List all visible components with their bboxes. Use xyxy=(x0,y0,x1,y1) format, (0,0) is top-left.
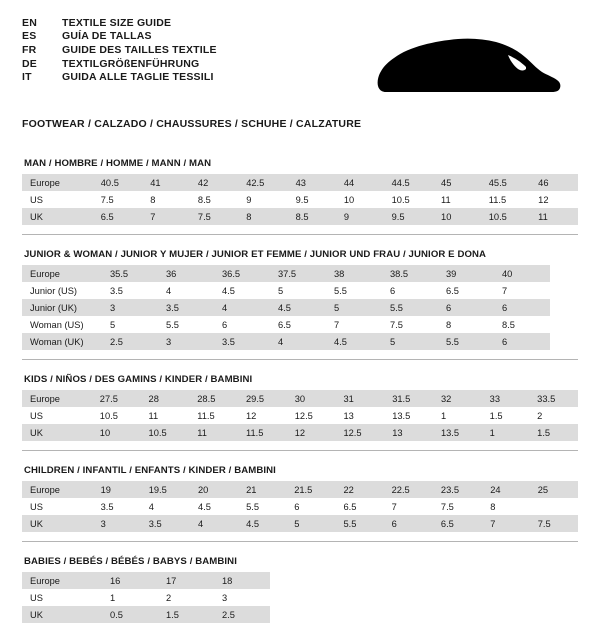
size-cell: 4 xyxy=(214,299,270,316)
size-cell: 7.5 xyxy=(530,515,578,532)
size-cell: 4 xyxy=(148,501,154,512)
size-cell: 4 xyxy=(166,285,172,296)
language-code: DE xyxy=(22,57,37,70)
language-code: ES xyxy=(22,30,37,43)
row-label: US xyxy=(30,501,43,512)
size-cell: 11 xyxy=(441,194,451,205)
table-row xyxy=(22,481,578,498)
size-cell: 5.5 xyxy=(334,285,347,296)
size-cell: 8 xyxy=(490,501,496,512)
size-cell: 8.5 xyxy=(197,194,211,205)
table-row xyxy=(22,191,578,208)
table-row xyxy=(22,333,550,350)
size-cell: 1 xyxy=(110,592,116,603)
size-cell: 36 xyxy=(158,265,214,282)
size-cell: 5 xyxy=(278,285,284,296)
language-row xyxy=(22,71,217,85)
size-cell: 33.5 xyxy=(529,390,578,407)
size-cell: 40.5 xyxy=(93,174,142,191)
row-label: Europe xyxy=(22,174,93,191)
size-cell: 3.5 xyxy=(214,333,270,350)
size-cell: 12.5 xyxy=(335,424,384,441)
size-cell: 4 xyxy=(270,333,326,350)
size-cell: 16 xyxy=(102,572,158,589)
table-row xyxy=(22,606,270,623)
row-label: UK xyxy=(22,424,92,441)
size-cell: 2.5 xyxy=(102,333,158,350)
size-cell: 38.5 xyxy=(382,265,438,282)
size-cell: 25 xyxy=(530,481,578,498)
size-cell: 4.5 xyxy=(326,333,382,350)
section-divider xyxy=(22,359,578,360)
size-cell: 22 xyxy=(336,481,384,498)
size-cell: 10.5 xyxy=(391,194,410,205)
table-row xyxy=(22,589,270,606)
size-cell: 11 xyxy=(189,424,238,441)
size-cell: 8 xyxy=(238,208,287,225)
table-row xyxy=(22,265,550,282)
table-row xyxy=(22,174,578,191)
size-cell: 32 xyxy=(433,390,482,407)
size-section-title: JUNIOR & WOMAN / JUNIOR Y MUJER / JUNIOR ET FEMME / JUNIOR UND FRAU / JUNIOR E DONA xyxy=(24,249,487,260)
size-cell: 11.5 xyxy=(197,410,215,421)
size-cell: 3.5 xyxy=(141,515,190,532)
section-divider xyxy=(22,541,578,542)
size-cell: 2 xyxy=(166,592,172,603)
size-cell: 7.5 xyxy=(190,208,238,225)
table-row xyxy=(22,208,578,225)
size-cell: 0.5 xyxy=(102,606,158,623)
table-row xyxy=(22,299,550,316)
size-sections xyxy=(22,158,578,623)
size-cell: 5.5 xyxy=(382,299,438,316)
size-cell: 11.5 xyxy=(488,194,507,205)
size-cell: 3 xyxy=(93,515,141,532)
size-cell: 7 xyxy=(482,515,530,532)
size-cell: 19 xyxy=(93,481,141,498)
row-label: Europe xyxy=(22,265,102,282)
size-cell: 45.5 xyxy=(481,174,530,191)
size-cell: 39 xyxy=(438,265,494,282)
size-cell: 1 xyxy=(440,410,447,421)
size-cell: 6.5 xyxy=(446,285,459,296)
language-title: GUIDA ALLE TAGLIE TESSILI xyxy=(62,71,214,84)
size-cell: 2.5 xyxy=(214,606,270,623)
language-code: IT xyxy=(22,71,32,84)
size-cell: 12 xyxy=(287,424,336,441)
size-cell: 6 xyxy=(390,285,396,296)
size-cell: 4.5 xyxy=(197,501,211,512)
size-cell: 30 xyxy=(287,390,336,407)
size-cell: 13.5 xyxy=(392,410,411,421)
size-cell: 6 xyxy=(294,501,300,512)
table-row xyxy=(22,282,550,299)
page-subtitle: FOOTWEAR / CALZADO / CHAUSSURES / SCHUHE / CALZATURE xyxy=(22,118,362,130)
size-cell: 4.5 xyxy=(238,515,286,532)
language-code: FR xyxy=(22,43,37,56)
size-cell: 44 xyxy=(336,174,384,191)
size-cell: 6.5 xyxy=(433,515,482,532)
size-section-title: BABIES / BEBÉS / BÉBÉS / BABYS / BAMBINI xyxy=(24,556,237,567)
size-cell: 10 xyxy=(92,424,141,441)
size-section xyxy=(22,249,578,360)
size-cell: 21 xyxy=(238,481,286,498)
size-cell: 6.5 xyxy=(343,501,357,512)
size-cell: 28 xyxy=(141,390,190,407)
row-label: Europe xyxy=(22,390,92,407)
language-title: TEXTILGRÖßENFÜHRUNG xyxy=(62,57,200,70)
size-cell: 46 xyxy=(530,174,578,191)
size-section xyxy=(22,556,578,623)
size-cell: 24 xyxy=(482,481,530,498)
language-row xyxy=(22,16,217,30)
size-cell: 7 xyxy=(334,319,340,330)
size-cell: 36.5 xyxy=(214,265,270,282)
language-row xyxy=(22,30,217,44)
size-cell: 45 xyxy=(433,174,481,191)
language-title-list-body xyxy=(22,16,217,84)
size-cell: 6 xyxy=(222,319,228,330)
size-cell: 21.5 xyxy=(286,481,335,498)
size-cell: 7.5 xyxy=(390,319,403,330)
row-label: UK xyxy=(22,515,93,532)
size-cell: 23.5 xyxy=(433,481,482,498)
size-cell: 5.5 xyxy=(438,333,494,350)
size-cell: 7.5 xyxy=(100,194,114,205)
size-cell: 7 xyxy=(142,208,190,225)
language-code: EN xyxy=(22,16,37,29)
section-divider xyxy=(22,234,578,235)
row-label: Junior (US) xyxy=(30,285,78,296)
row-label: Europe xyxy=(22,481,93,498)
size-cell: 9.5 xyxy=(384,208,433,225)
size-cell: 6.5 xyxy=(278,319,291,330)
dress-shoe-icon xyxy=(368,30,568,104)
size-cell: 28.5 xyxy=(189,390,238,407)
language-title-list xyxy=(22,16,217,84)
size-cell: 35.5 xyxy=(102,265,158,282)
size-cell: 1.5 xyxy=(529,424,578,441)
size-cell: 44.5 xyxy=(384,174,433,191)
size-cell: 10.5 xyxy=(481,208,530,225)
size-table xyxy=(22,174,578,225)
size-cell: 10.5 xyxy=(141,424,190,441)
size-cell: 3 xyxy=(102,299,158,316)
size-cell: 13 xyxy=(343,410,354,421)
row-label: Europe xyxy=(22,572,102,589)
table-row xyxy=(22,572,270,589)
size-cell: 10 xyxy=(433,208,481,225)
size-cell: 5.5 xyxy=(246,501,260,512)
size-cell: 12 xyxy=(246,410,257,421)
language-title: GUÍA DE TALLAS xyxy=(62,30,152,43)
size-section xyxy=(22,465,578,542)
language-row xyxy=(22,57,217,71)
size-cell: 1.5 xyxy=(489,410,503,421)
size-cell: 6 xyxy=(438,299,494,316)
size-section-title: KIDS / NIÑOS / DES GAMINS / KINDER / BAMBINI xyxy=(24,374,253,385)
size-cell: 41 xyxy=(142,174,190,191)
size-cell: 11.5 xyxy=(238,424,287,441)
size-cell: 3 xyxy=(158,333,214,350)
size-section-title: CHILDREN / INFANTIL / ENFANTS / KINDER / BAMBINI xyxy=(24,465,276,476)
size-cell: 8.5 xyxy=(288,208,336,225)
size-cell: 11 xyxy=(148,410,159,421)
row-label: Junior (UK) xyxy=(22,299,102,316)
size-cell: 31.5 xyxy=(384,390,433,407)
size-cell: 6 xyxy=(494,333,550,350)
row-label: UK xyxy=(22,208,93,225)
size-section xyxy=(22,158,578,235)
size-cell: 43 xyxy=(288,174,336,191)
size-section-title: MAN / HOMBRE / HOMME / MANN / MAN xyxy=(24,158,212,169)
size-cell: 3.5 xyxy=(100,501,114,512)
size-cell: 13 xyxy=(384,424,433,441)
size-table xyxy=(22,390,578,441)
size-table xyxy=(22,265,550,350)
size-cell: 8 xyxy=(150,194,156,205)
size-cell: 40 xyxy=(494,265,550,282)
size-cell: 9.5 xyxy=(295,194,309,205)
size-cell: 5 xyxy=(286,515,335,532)
size-cell: 38 xyxy=(326,265,382,282)
size-table xyxy=(22,481,578,532)
size-cell: 4.5 xyxy=(222,285,235,296)
size-cell: 7 xyxy=(391,501,397,512)
row-label: Woman (UK) xyxy=(22,333,102,350)
table-row xyxy=(22,316,550,333)
size-cell: 5 xyxy=(326,299,382,316)
size-cell: 27.5 xyxy=(92,390,141,407)
row-label: Woman (US) xyxy=(30,319,84,330)
size-cell: 2 xyxy=(537,410,543,421)
row-label: US xyxy=(30,410,43,421)
size-cell: 5 xyxy=(382,333,438,350)
size-cell: 5.5 xyxy=(336,515,384,532)
size-cell: 1.5 xyxy=(158,606,214,623)
header xyxy=(22,16,578,104)
size-cell: 4.5 xyxy=(270,299,326,316)
table-row xyxy=(22,424,578,441)
size-cell: 1 xyxy=(482,424,529,441)
size-cell: 8 xyxy=(446,319,452,330)
size-cell: 31 xyxy=(335,390,384,407)
language-title: GUIDE DES TAILLES TEXTILE xyxy=(62,43,217,56)
size-cell: 3.5 xyxy=(110,285,123,296)
size-cell: 19.5 xyxy=(141,481,190,498)
size-cell: 6.5 xyxy=(93,208,142,225)
size-cell: 5.5 xyxy=(166,319,179,330)
size-cell: 8.5 xyxy=(502,319,515,330)
size-cell: 7.5 xyxy=(440,501,454,512)
size-cell: 12.5 xyxy=(294,410,313,421)
table-row xyxy=(22,390,578,407)
size-cell: 9 xyxy=(246,194,252,205)
size-cell: 9 xyxy=(336,208,384,225)
row-label: UK xyxy=(22,606,102,623)
table-row xyxy=(22,515,578,532)
language-title: TEXTILE SIZE GUIDE xyxy=(62,16,172,29)
size-cell: 42 xyxy=(190,174,238,191)
size-cell: 42.5 xyxy=(238,174,287,191)
table-row xyxy=(22,407,578,424)
size-cell: 10 xyxy=(343,194,355,205)
size-cell: 12 xyxy=(538,194,549,205)
size-cell: 22.5 xyxy=(384,481,433,498)
size-cell: 18 xyxy=(214,572,270,589)
size-cell: 3 xyxy=(222,592,228,603)
size-cell: 33 xyxy=(482,390,529,407)
row-label: US xyxy=(30,194,43,205)
language-row xyxy=(22,43,217,57)
size-cell: 10.5 xyxy=(99,410,118,421)
size-cell: 4 xyxy=(190,515,238,532)
size-table xyxy=(22,572,270,623)
size-cell: 13.5 xyxy=(433,424,482,441)
size-cell: 29.5 xyxy=(238,390,287,407)
section-divider xyxy=(22,450,578,451)
size-cell: 11 xyxy=(530,208,578,225)
size-cell: 6 xyxy=(494,299,550,316)
size-section xyxy=(22,374,578,451)
row-label: US xyxy=(30,592,43,603)
size-cell: 20 xyxy=(190,481,238,498)
table-row xyxy=(22,498,578,515)
size-cell: 17 xyxy=(158,572,214,589)
size-cell: 3.5 xyxy=(158,299,214,316)
size-cell: 37.5 xyxy=(270,265,326,282)
size-cell: 5 xyxy=(110,319,116,330)
size-cell: 7 xyxy=(502,285,508,296)
size-cell: 6 xyxy=(384,515,433,532)
